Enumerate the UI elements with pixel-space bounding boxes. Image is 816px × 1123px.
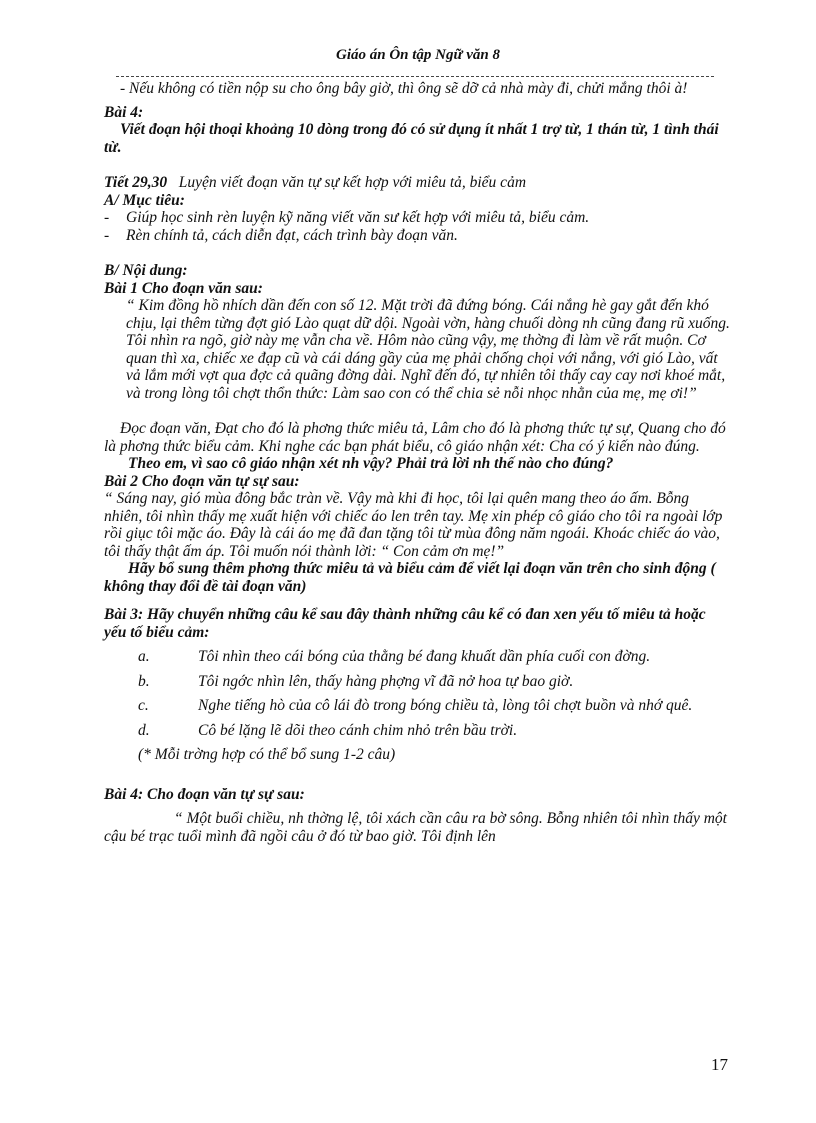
item-b [104,673,730,691]
objective-1: - Giúp học sinh rèn luyện kỹ năng viết văn sư kết hợp với miêu tả, biểu cảm. [104,209,590,226]
tiet-line [104,174,730,192]
bai2-title: Bài 2 Cho đoạn văn tự sự sau: [104,472,300,490]
bai1-title: Bài 1 Cho đoạn văn sau: [104,279,263,297]
line-curse: - Nếu không có tiền nộp su cho ông bây giờ, thì ông sẽ dỡ cả nhà mày đi, chửi mắng thôi à! [120,80,688,97]
objective-2: - Rèn chính tả, cách diễn đạt, cách trình bày đoạn văn. [104,226,458,244]
bai3-title: Bài 3: Hãy chuyển những câu kể sau đây thành những câu kể có đan xen yếu tố miêu tả hoặc yếu tố biểu cảm: [104,606,706,641]
objective-1-text: Giúp học sinh rèn luyện kỹ năng viết văn sư kết hợp với miêu tả, biểu cảm. [126,209,590,226]
item-c-text: Nghe tiếng hò của cô lái đò trong bóng chiều tà, lòng tôi chợt buồn và nhớ quê. [198,697,693,714]
tiet-text: Luyện viết đoạn văn tự sự kết hợp với miêu tả, biểu cảm [178,174,527,191]
item-c [104,697,730,715]
item-a-label: a. [138,648,150,665]
tiet-label: Tiết 29,30 [104,174,168,191]
item-b-label: b. [138,672,150,690]
item-d-text: Cô bé lặng lẽ dõi theo cánh chim nhỏ trên bầu trời. [198,721,518,739]
objective-2-text: Rèn chính tả, cách diễn đạt, cách trình bày đoạn văn. [126,226,458,244]
item-d [104,722,730,740]
noi-dung-heading: B/ Nội dung: [104,262,188,279]
page-header: Giáo án Ôn tập Ngữ văn 8 [335,47,500,63]
muc-tieu-heading: A/ Mục tiêu: [104,191,185,209]
quote-2: “ Sáng nay, gió mùa đông bắc tràn về. Vậy mà khi đi học, tôi lại quên mang theo áo ấm. Bỗng nhiên, tôi nhìn thấy mẹ xuất hiện với chiếc áo len trên tay. Mẹ xin phép cô giáo cho tôi ra ngoài lớp rồi giục tôi mặc áo. Đây là cái áo mẹ đã đan tặng tôi từ mùa đông năm ngoái. Khoác chiếc áo vào, tôi thấy thật ấm áp. Tôi muốn nói thành lời: “ Con cảm ơn mẹ!” [104,490,723,560]
bai4-task: Viết đoạn hội thoại khoảng 10 dòng trong đó có sử dụng ít nhất 1 trợ từ, 1 thán từ, 1 tình thái từ. [104,121,719,156]
quote-3: “ Một buổi chiều, nh thờng lệ, tôi xách cần câu ra bờ sông. Bỗng nhiên tôi nhìn thấy một cậu bé trạc tuổi mình đã ngồi câu ở đó từ bao giờ. Tôi định lên [104,810,727,845]
header-divider [116,76,714,77]
question-1: Theo em, vì sao cô giáo nhận xét nh vậy? Phải trả lời nh thế nào cho đúng? [128,455,614,472]
quote-1: “ Kim đồng hồ nhích dần đến con số 12. Mặt trời đã đứng bóng. Cái nắng hè gay gắt đến khó chịu, lại thêm từng đợt gió Lào quạt dữ dội. Ngoài vờn, hàng chuối dòng nh cũng đang rũ xuống. Tôi nhìn ra ngõ, giờ này mẹ vẫn cha về. Hôm nào cũng vậy, mẹ thờng đi làm về rất muộn. Cơ quan thì xa, chiếc xe đạp cũ và cái dáng gầy của mẹ phải chống chọi với nắng, với gió Lào, vất vả lắm mới vợt qua đợc cả quãng đờng dài. Nghĩ đến đó, tự nhiên tôi thấy cay cay nơi khoé mắt, và trong lòng tôi chợt thổn thức: Làm sao con có thể chia sẻ nỗi nhọc nhằn của mẹ, mẹ ơi!” [126,297,730,402]
document-body [104,80,730,845]
item-d-label: d. [138,721,150,739]
page-number: 17 [711,1055,728,1074]
question-2: Hãy bổ sung thêm phơng thức miêu tả và biểu cảm để viết lại đoạn văn trên cho sinh động ( không thay đổi đề tài đoạn văn) [104,560,716,595]
item-a-text: Tôi nhìn theo cái bóng của thằng bé đang khuất dần phía cuối con đờng. [198,648,651,665]
item-a [104,648,730,666]
paragraph-doc: Đọc đoạn văn, Đạt cho đó là phơng thức miêu tả, Lâm cho đó là phơng thức tự sự, Quang cho đó là phơng thức biểu cảm. Khi nghe các bạn phát biểu, cô giáo nhận xét: Cha có ý kiến nào đúng. [104,420,726,455]
note: (* Mỗi trờng hợp có thể bổ sung 1-2 câu) [138,746,396,763]
bai4-title: Bài 4: [104,103,144,121]
bai4b-title: Bài 4: Cho đoạn văn tự sự sau: [104,785,305,803]
item-b-text: Tôi ngớc nhìn lên, thấy hàng phợng vĩ đã nở hoa tự bao giờ. [198,672,574,690]
item-c-label: c. [138,697,149,714]
